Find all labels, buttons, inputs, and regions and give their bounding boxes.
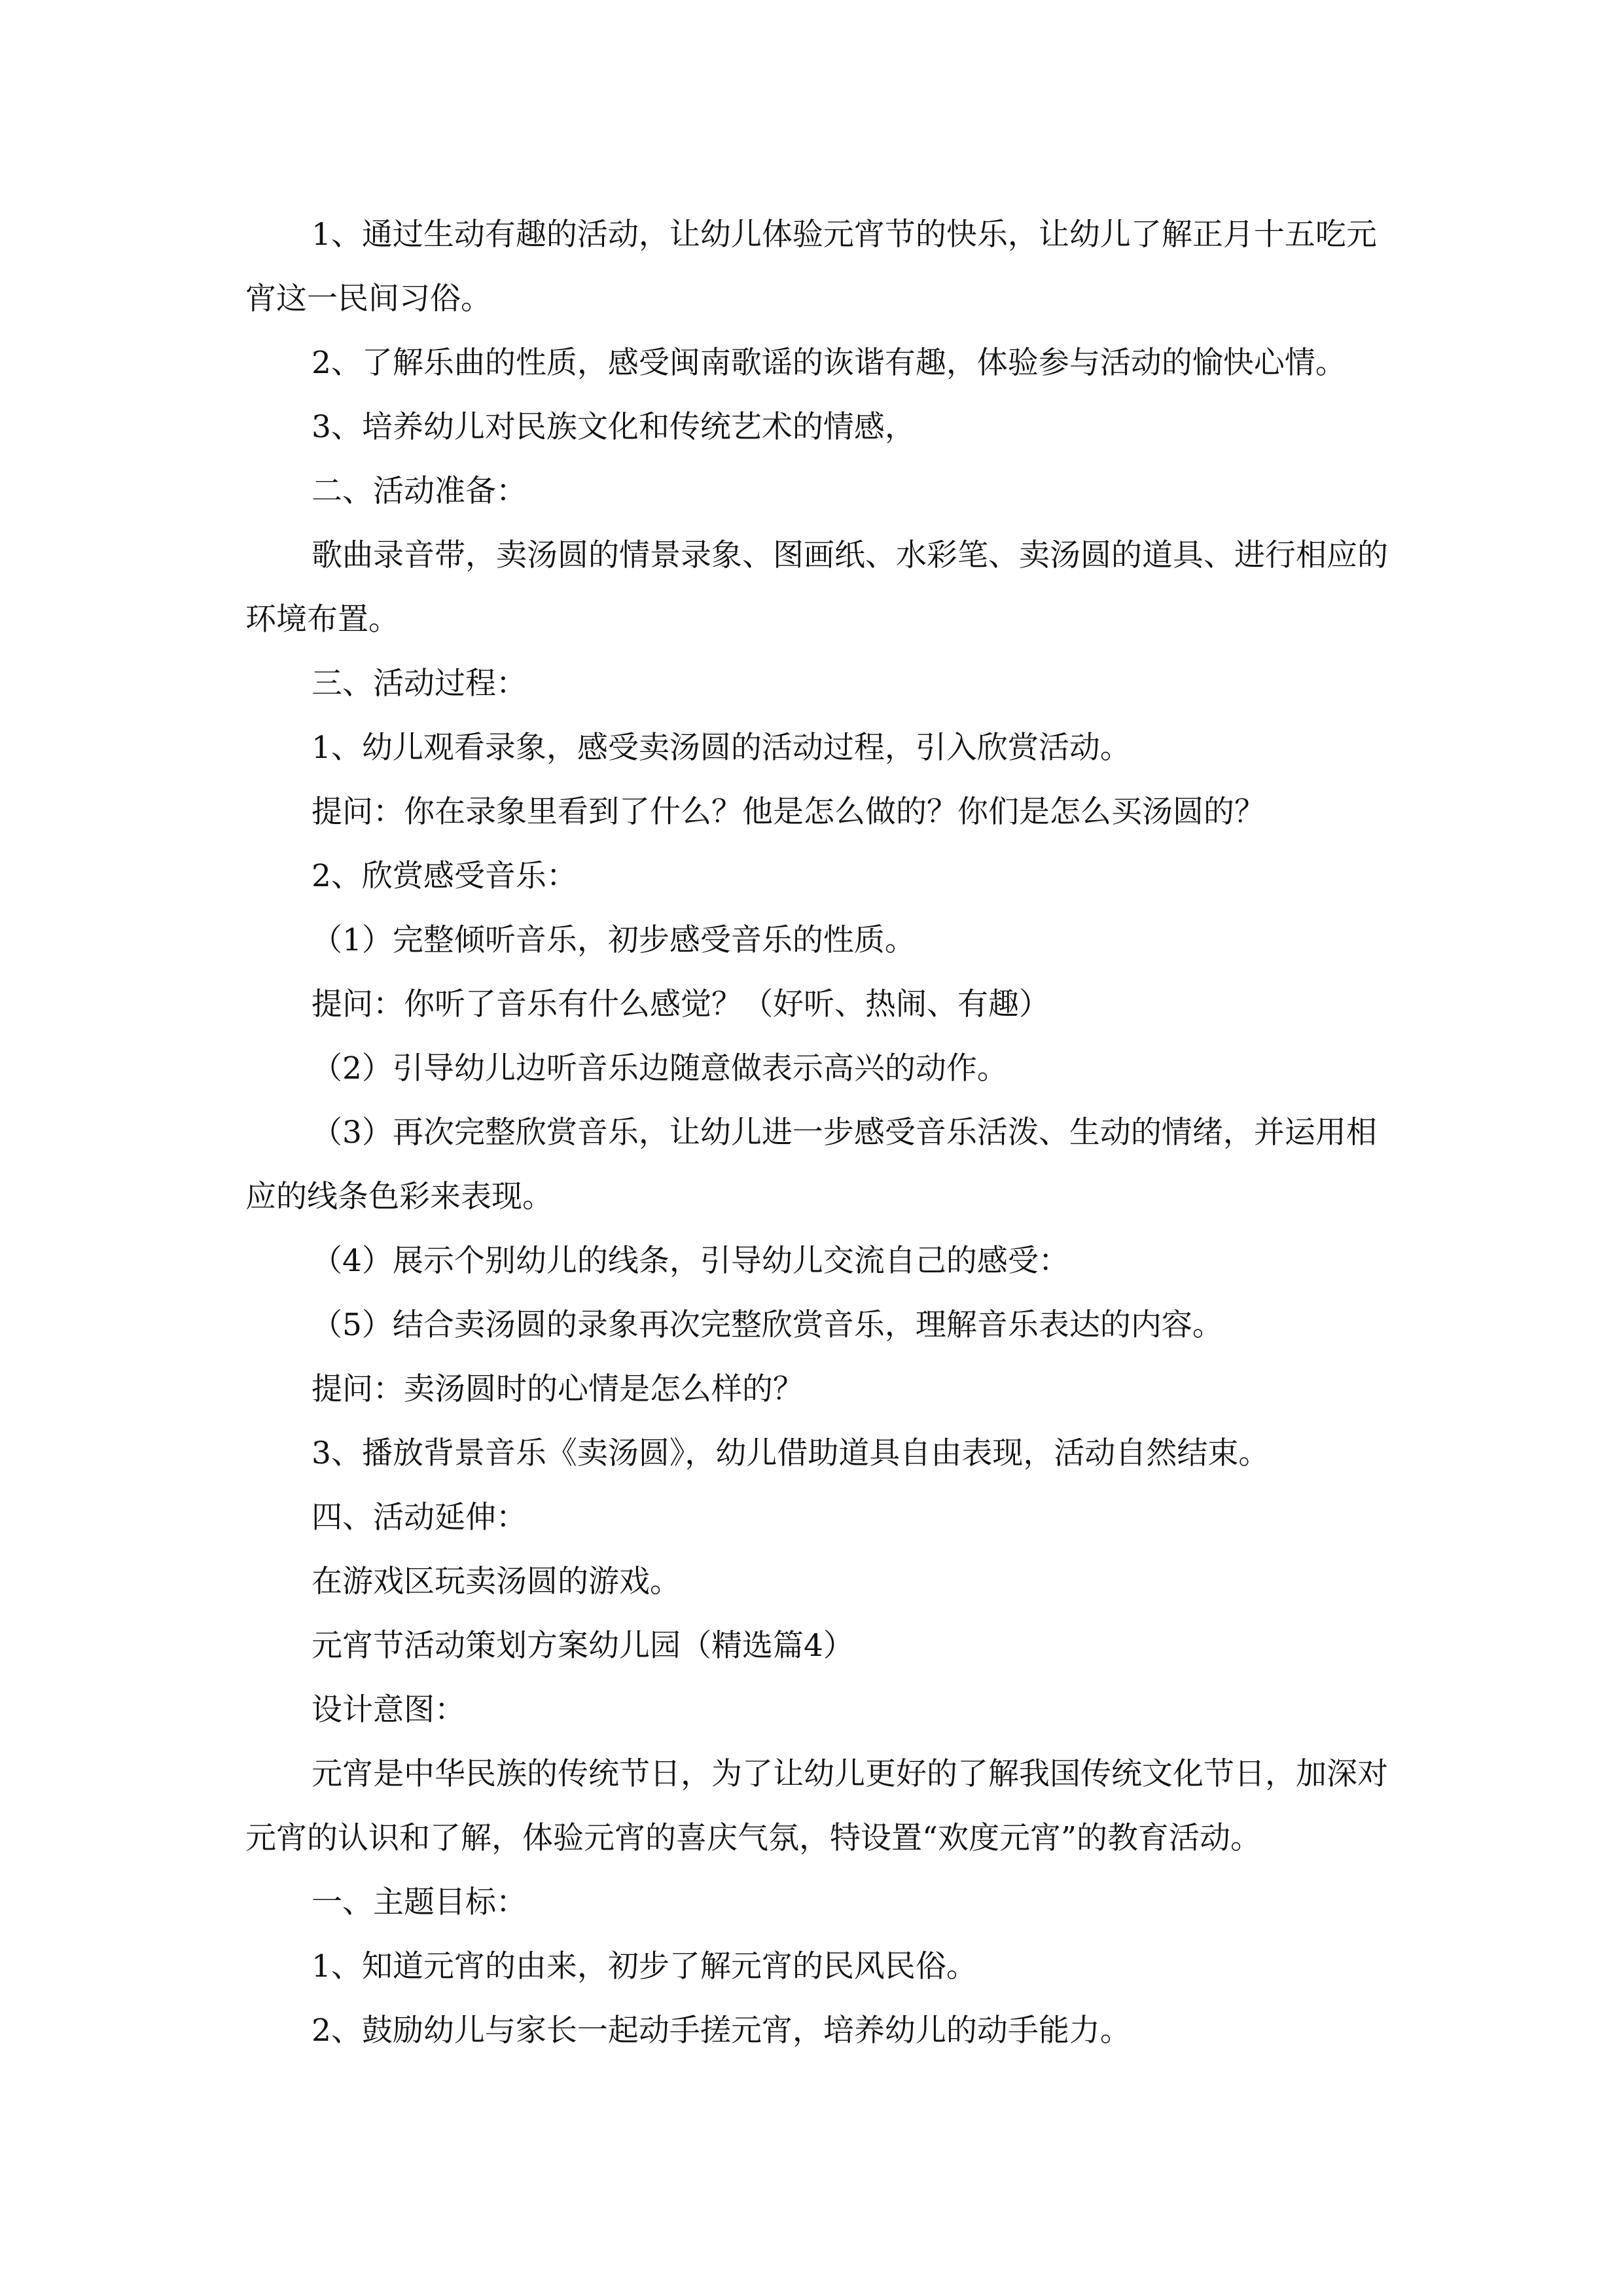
document-subtitle: 元宵节活动策划方案幼儿园（精选篇4）	[312, 1628, 854, 1664]
section-heading: 三、活动过程：	[312, 666, 527, 702]
paragraph: （2）引导幼儿边听音乐边随意做表示高兴的动作。	[312, 1050, 1008, 1086]
paragraph: 3、播放背景音乐《卖汤圆》，幼儿借助道具自由表现，活动自然结束。	[312, 1435, 1270, 1471]
paragraph: 元宵是中华民族的传统节日，为了让幼儿更好的了解我国传统文化节日，加深对元宵的认识和了解，体验元宵的喜庆气氛，特设置“欢度元宵”的教育活动。	[245, 1756, 1388, 1856]
paragraph: 在游戏区玩卖汤圆的游戏。	[312, 1564, 681, 1600]
paragraph: 2、鼓励幼儿与家长一起动手搓元宵，培养幼儿的动手能力。	[312, 2013, 1131, 2049]
paragraph: 提问：你在录象里看到了什么？他是怎么做的？你们是怎么买汤圆的？	[312, 794, 1265, 830]
document-body	[245, 203, 1394, 2063]
paragraph: 提问：你听了音乐有什么感觉？（好听、热闹、有趣）	[312, 986, 1050, 1022]
paragraph: （5）结合卖汤圆的录象再次完整欣赏音乐，理解音乐表达的内容。	[312, 1307, 1223, 1343]
section-heading: 二、活动准备：	[312, 473, 527, 509]
paragraph: 3、培养幼儿对民族文化和传统艺术的情感，	[312, 409, 916, 445]
section-heading: 四、活动延伸：	[312, 1499, 527, 1535]
paragraph: 提问：卖汤圆时的心情是怎么样的？	[312, 1371, 804, 1407]
paragraph: 2、了解乐曲的性质，感受闽南歌谣的诙谐有趣，体验参与活动的愉快心情。	[312, 345, 1346, 381]
paragraph: 1、通过生动有趣的活动，让幼儿体验元宵节的快乐，让幼儿了解正月十五吃元宵这一民间习俗。	[245, 217, 1377, 317]
section-heading: 设计意图：	[312, 1692, 465, 1728]
paragraph: 1、幼儿观看录象，感受卖汤圆的活动过程，引入欣赏活动。	[312, 730, 1131, 766]
paragraph: 1、知道元宵的由来，初步了解元宵的民风民俗。	[312, 1948, 977, 1984]
paragraph: （1）完整倾听音乐，初步感受音乐的性质。	[312, 922, 916, 958]
paragraph: （4）展示个别幼儿的线条，引导幼儿交流自己的感受：	[312, 1243, 1069, 1279]
paragraph: 歌曲录音带，卖汤圆的情景录象、图画纸、水彩笔、卖汤圆的道具、进行相应的环境布置。	[245, 537, 1388, 637]
section-heading: 一、主题目标：	[312, 1884, 527, 1920]
paragraph: 2、欣赏感受音乐：	[312, 858, 577, 894]
paragraph: （3）再次完整欣赏音乐，让幼儿进一步感受音乐活泼、生动的情绪，并运用相应的线条色彩来表现。	[245, 1115, 1377, 1215]
